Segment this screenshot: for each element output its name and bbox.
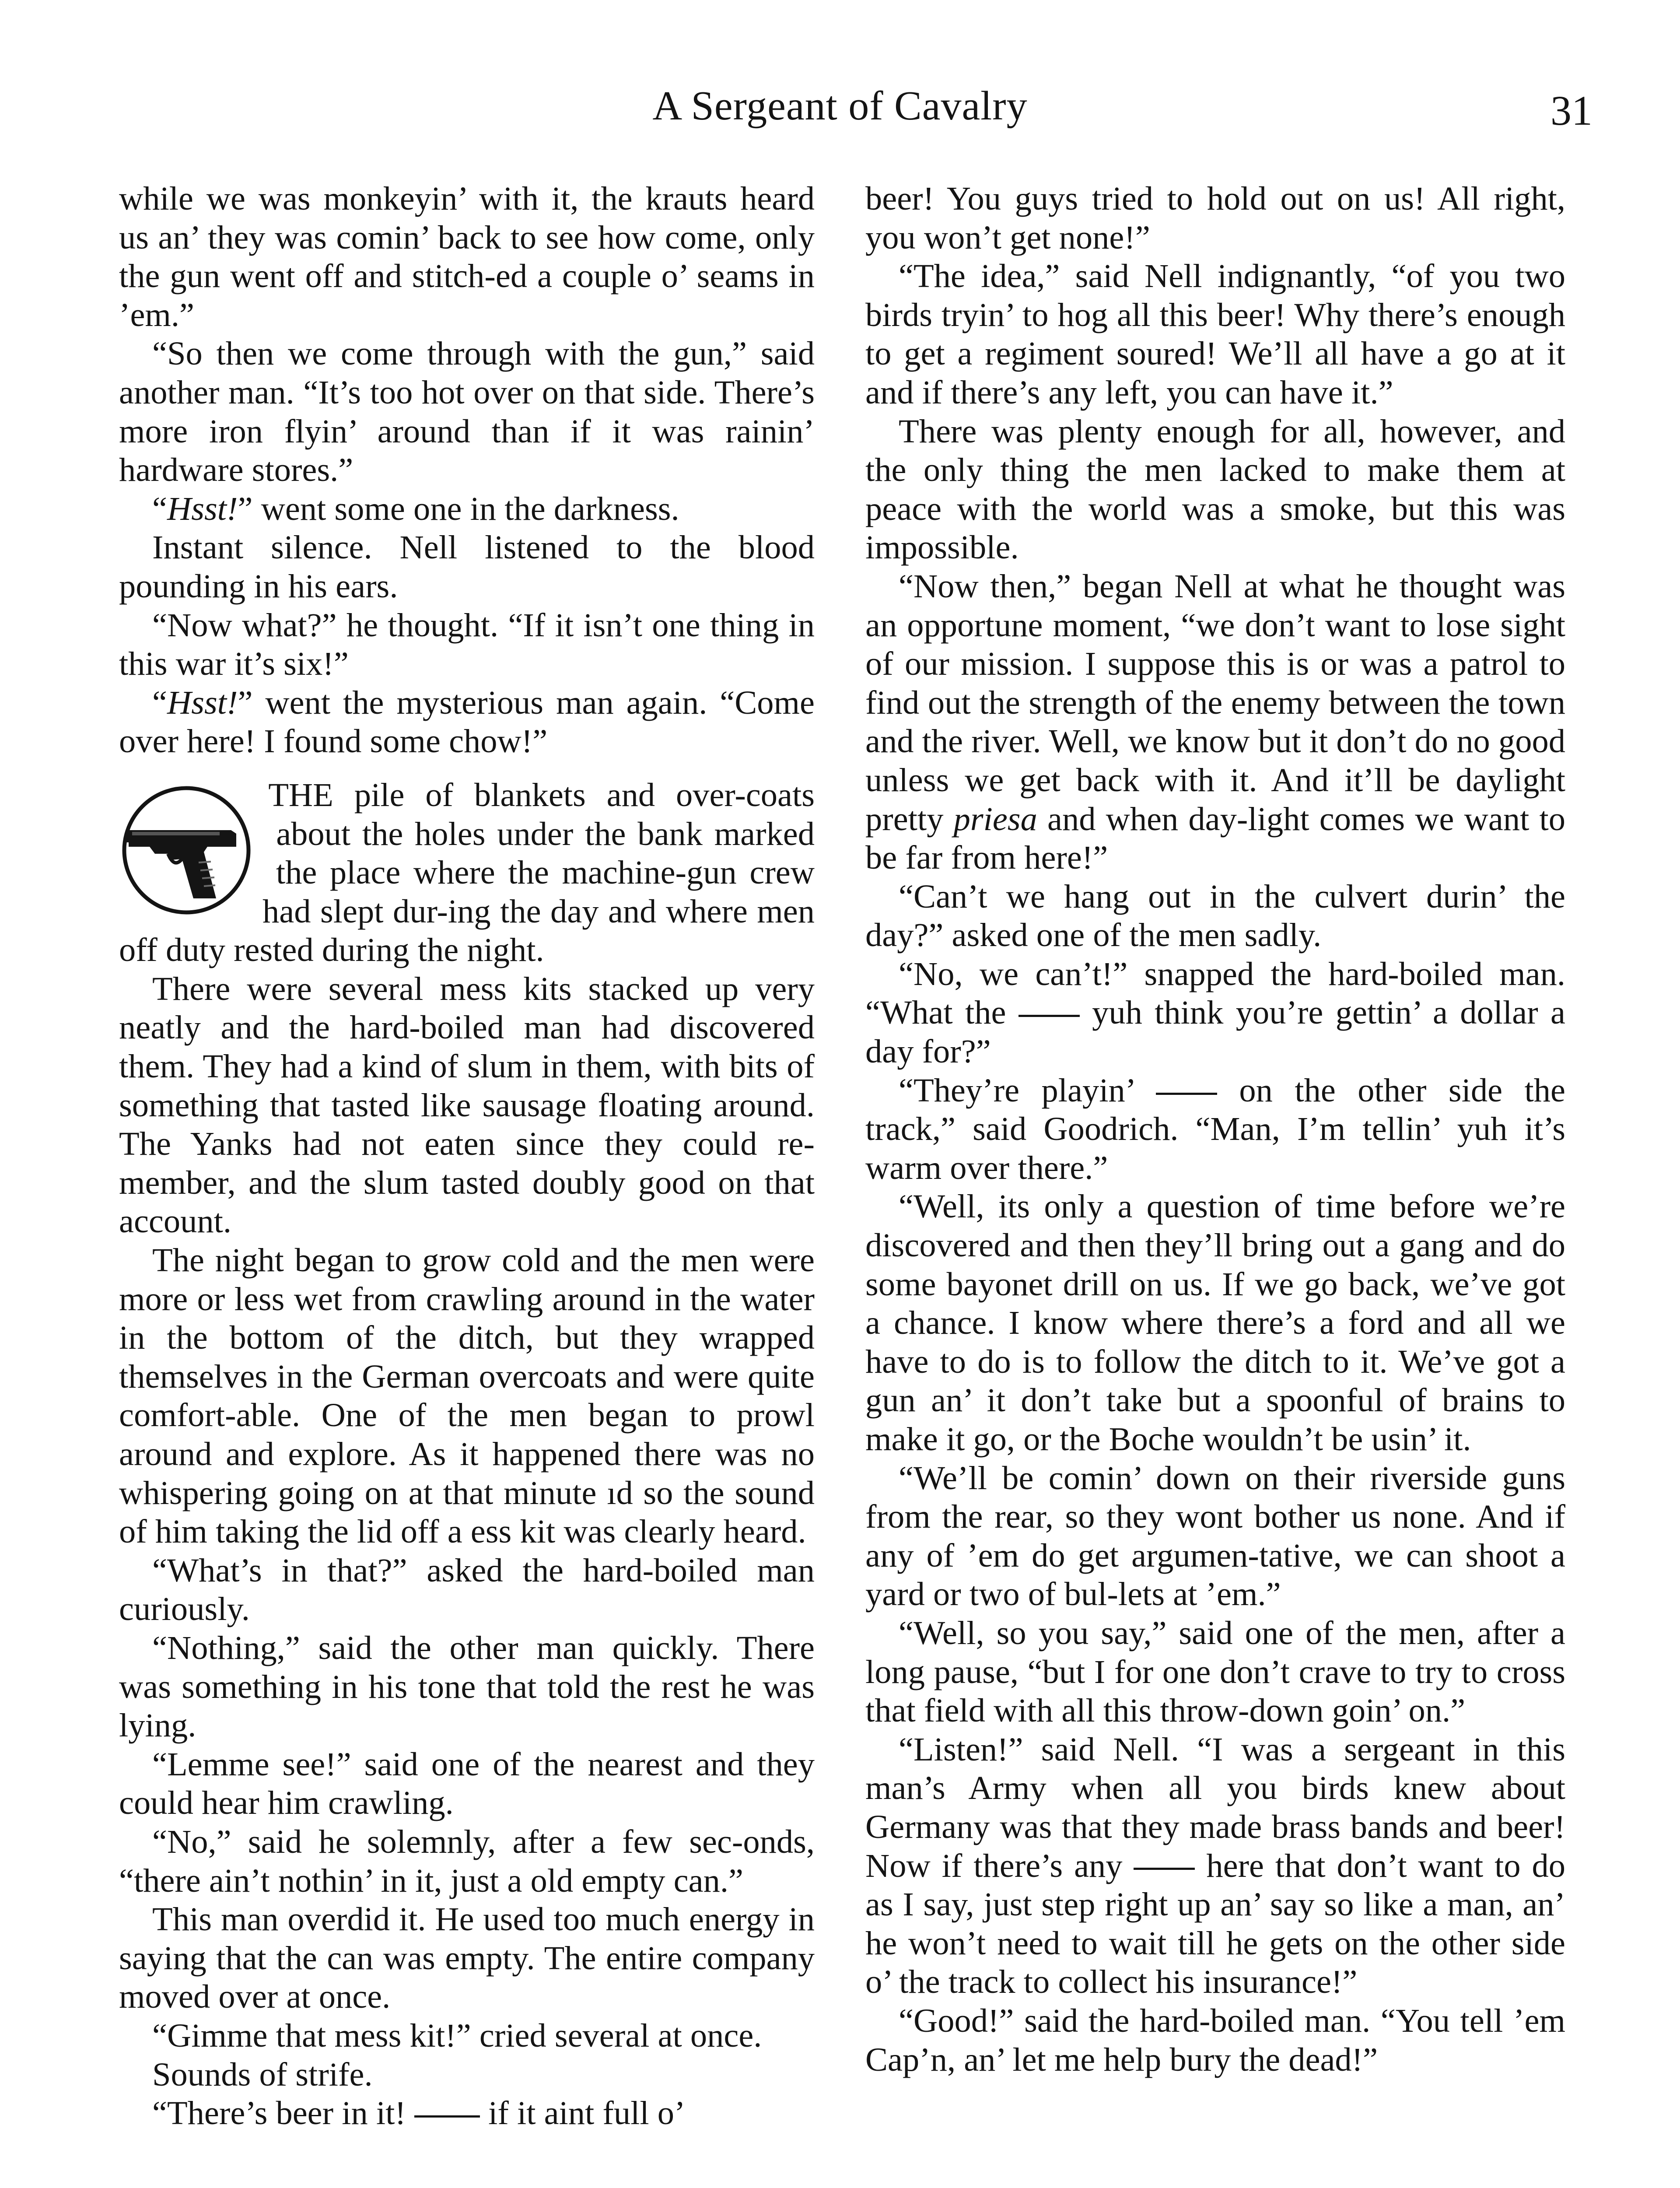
paragraph: “Can’t we hang out in the culvert durin’ the day?” asked one of the men sadly. [865,877,1565,954]
paragraph [119,2094,815,2133]
paragraph: There were several mess kits stacked up very neatly and the hard-boiled man had discovered them. They had a kind of slum in them, with bits of something that tasted like sausage floating around. The Yanks had not eaten since they could re-member, and the slum tasted doubly good on that account. [119,970,815,1240]
paragraph: while we was monkeyin’ with it, the krauts heard us an’ they was comin’ back to see how come, only the gun went off and stitch-ed a couple o’ seams in ’em.” [119,180,815,333]
paragraph: “So then we come through with the gun,” said another man. “It’s too hot over on that side. There’s more iron flyin’ around than if it was rainin’ hardware stores.” [119,335,815,489]
paragraph: “What’s in that?” asked the hard-boiled man curiously. [119,1551,815,1628]
right-column [865,179,1565,2079]
left-column [119,179,815,2133]
em-dash-rule [1156,1093,1217,1095]
paragraph: “We’ll be comin’ down on their riverside guns from the rear, so they wont bother us none. And if any of ’em do get argumen-tative, we can shoot a yard or two of bul-lets at ’em.” [865,1459,1565,1613]
paragraph: beer! You guys tried to hold out on us! All right, you won’t get none!” [865,180,1565,256]
text-run: “There’s beer in it! [152,2094,406,2132]
em-dash-rule [1018,1015,1080,1017]
paragraph: “The idea,” said Nell indignantly, “of you two birds tryin’ to hog all this beer! Why there’s enough to get a regiment soured! We’ll all have a go at it and if there’s any left, you can have it.” [865,257,1565,411]
text-run: here that don’t want to do as I say, just step right up an’ say so like a man, an’ he won’t need to wait till he gets on the other side o’ the track to collect his insurance!” [865,1847,1566,2001]
paragraph: “Hsst!” went some one in the darkness. [152,490,679,527]
paragraph: This man overdid it. He used too much energy in saying that the can was empty. The entire company moved over at once. [119,1900,815,2016]
em-dash-rule [414,2115,480,2118]
paragraph: “Lemme see!” said one of the nearest and they could hear him crawling. [119,1745,815,1822]
paragraph: “Gimme that mess kit!” cried several at once. [152,2016,762,2054]
paragraph: Sounds of strife. [152,2055,373,2093]
section-opening-paragraph: THE pile of blankets and over-coats about the holes under the bank marked the place where the machine-gun crew had slept dur-ing the day and where men off duty rested during the night. [119,776,815,969]
running-title: A Sergeant of Cavalry [652,83,1028,129]
paragraph [865,955,1565,1071]
paragraph: “Well, so you say,” said one of the men, after a long pause, “but I for one don’t crave to try to cross that field with all this throw-down goin’ on.” [865,1614,1565,1729]
paragraph: “No,” said he solemnly, after a few sec-onds, “there ain’t nothin’ in it, just a old empty can.” [119,1823,815,1899]
text-run: and when day-light comes we want to be far from here!” [865,800,1565,877]
paragraph: There was plenty enough for all, however, and the only thing the men lacked to make them at peace with the world was a smoke, but this was impossible. [865,412,1565,566]
italic-word: Hsst! [167,490,238,527]
text-run: on the other side the track,” said Goodrich. “Man, I’m tellin’ yuh it’s warm over there.” [865,1071,1566,1186]
paragraph [865,1071,1565,1188]
paragraph: The night began to grow cold and the men were more or less wet from crawling around in the water in the bottom of the ditch, but they wrapped themselves in the German overcoats and were quite comfort-able. One of the men began to prowl around and explore. As it happened there was no whispering going on at that minute ıd so the sound of him taking the lid off a ess kit was clearly heard. [119,1241,815,1550]
text-run: yuh think you’re gettin’ a dollar a day for?” [865,994,1566,1070]
text-run: “No, we can’t!” snapped the hard-boiled man. “What the [865,955,1565,1031]
text-run: “Now then,” began Nell at what he thought was an opportune moment, “we don’t want to lose sight of our mission. I suppose this is or was a patrol to find out the strength of the enemy between the town and the river. Well, we know but it don’t do no good unless we get back with it. And it’ll be daylight pretty [865,567,1565,838]
paragraph: “Well, its only a question of time before we’re discovered and then they’ll bring out a gang and do some bayonet drill on us. If we go back, we’ve got a chance. I know where there’s a ford and all we have to do is to follow the ditch to it. We’ve got a gun an’ it don’t take but a spoonful of brains to make it go, or the Boche wouldn’t be usin’ it. [865,1188,1565,1458]
text-run: “They’re playin’ [899,1071,1134,1109]
em-dash-rule [1134,1868,1195,1870]
paragraph: “Good!” said the hard-boiled man. “You tell ’em Cap’n, an’ let me help bury the dead!” [865,2002,1565,2078]
page-number: 31 [1550,87,1592,134]
paragraph [865,1730,1565,2002]
text-run: if it aint full o’ [488,2094,686,2132]
text-run: “Listen!” said Nell. “I was a sergeant in this man’s Army when all you birds knew about Germany was that they made brass bands and beer! Now if there’s any [865,1730,1565,1884]
pistol-icon [116,781,261,917]
italic-word: priesa [953,800,1037,838]
paragraph: “Nothing,” said the other man quickly. There was something in his tone that told the rest he was lying. [119,1629,815,1744]
paragraph: Instant silence. Nell listened to the blood pounding in his ears. [119,529,815,605]
italic-word: Hsst! [167,684,238,721]
paragraph: “Hsst!” went the mysterious man again. “Come over here! I found some chow!” [119,684,815,760]
paragraph: “Now what?” he thought. “If it isn’t one thing in this war it’s six!” [119,606,815,683]
paragraph [865,567,1565,877]
pistol-ornament [116,781,265,921]
